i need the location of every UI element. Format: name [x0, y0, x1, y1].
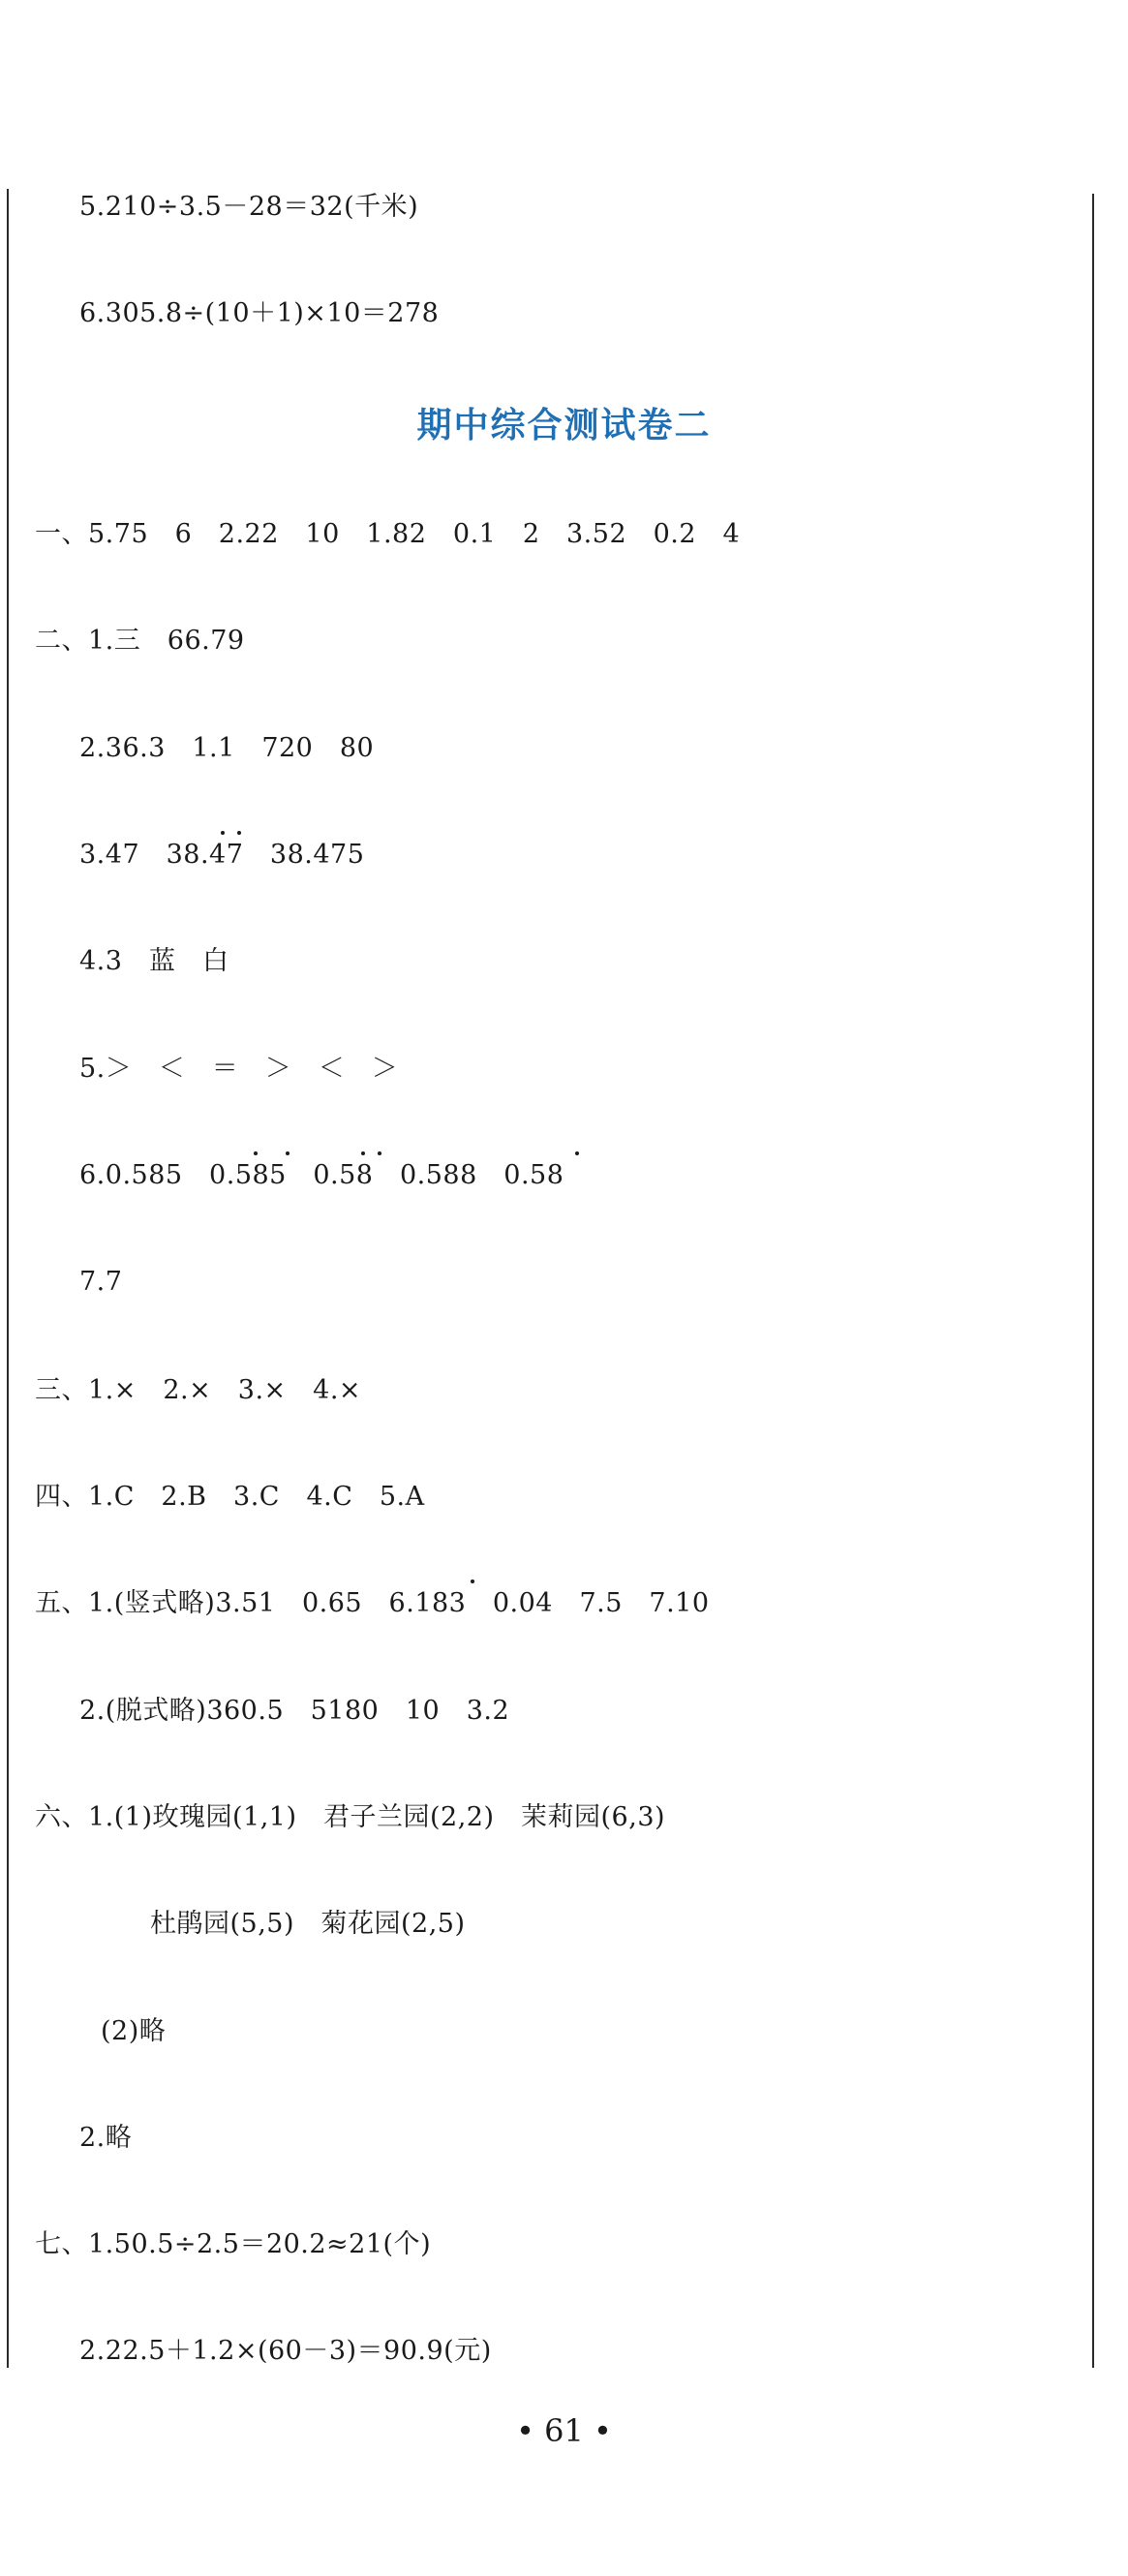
page-number: • 61 •	[516, 2412, 612, 2449]
answer-part-6-q1-a: 六、1.(1)玫瑰园(1,1) 君子兰园(2,2) 茉莉园(6,3)	[35, 1802, 666, 1832]
repeating-decimal-dot	[237, 831, 241, 835]
left-margin-line	[7, 189, 9, 2368]
answer-part-3: 三、1.× 2.× 3.× 4.×	[35, 1375, 362, 1405]
answer-part-5-q2: 2.(脱式略)360.5 5180 10 3.2	[79, 1696, 510, 1726]
repeating-decimal-dot	[286, 1151, 290, 1155]
answer-part-2-q7: 7.7	[79, 1267, 123, 1297]
answer-part-2-q2: 2.36.3 1.1 720 80	[79, 733, 375, 763]
answer-part-2-q5: 5.＞ ＜ ＝ ＞ ＜ ＞	[79, 1054, 399, 1084]
answer-part-5-q1: 五、1.(竖式略)3.51 0.65 6.183 0.04 7.5 7.10	[35, 1588, 710, 1618]
answer-part-6-q1-b: 杜鹃园(5,5) 菊花园(2,5)	[150, 1909, 466, 1939]
answer-part-6-q1-c: (2)略	[101, 2016, 167, 2046]
repeating-decimal-dot	[471, 1579, 474, 1583]
answer-part-6-q2: 2.略	[79, 2123, 133, 2153]
answer-part-4: 四、1.C 2.B 3.C 4.C 5.A	[35, 1482, 425, 1512]
section-title: 期中综合测试卷二	[416, 406, 712, 445]
repeating-decimal-dot	[221, 831, 225, 835]
answer-line-6: 6.305.8÷(10＋1)×10＝278	[79, 298, 440, 328]
answer-part-2-q4: 4.3 蓝 白	[79, 946, 229, 976]
answer-part-1: 一、5.75 6 2.22 10 1.82 0.1 2 3.52 0.2 4	[35, 519, 741, 549]
answer-line-5: 5.210÷3.5－28＝32(千米)	[79, 192, 419, 222]
answer-part-2-q1: 二、1.三 66.79	[35, 626, 245, 656]
repeating-decimal-dot	[378, 1151, 381, 1155]
repeating-decimal-dot	[575, 1151, 579, 1155]
answer-part-2-q6: 6.0.585 0.585 0.58 0.588 0.58	[79, 1160, 564, 1190]
answer-part-7-q1: 七、1.50.5÷2.5＝20.2≈21(个)	[35, 2229, 432, 2259]
repeating-decimal-dot	[361, 1151, 365, 1155]
answer-part-2-q3: 3.47 38.47 38.475	[79, 840, 365, 870]
repeating-decimal-dot	[254, 1151, 258, 1155]
answer-part-7-q2: 2.22.5＋1.2×(60－3)＝90.9(元)	[79, 2336, 492, 2366]
right-margin-line	[1092, 194, 1094, 2368]
